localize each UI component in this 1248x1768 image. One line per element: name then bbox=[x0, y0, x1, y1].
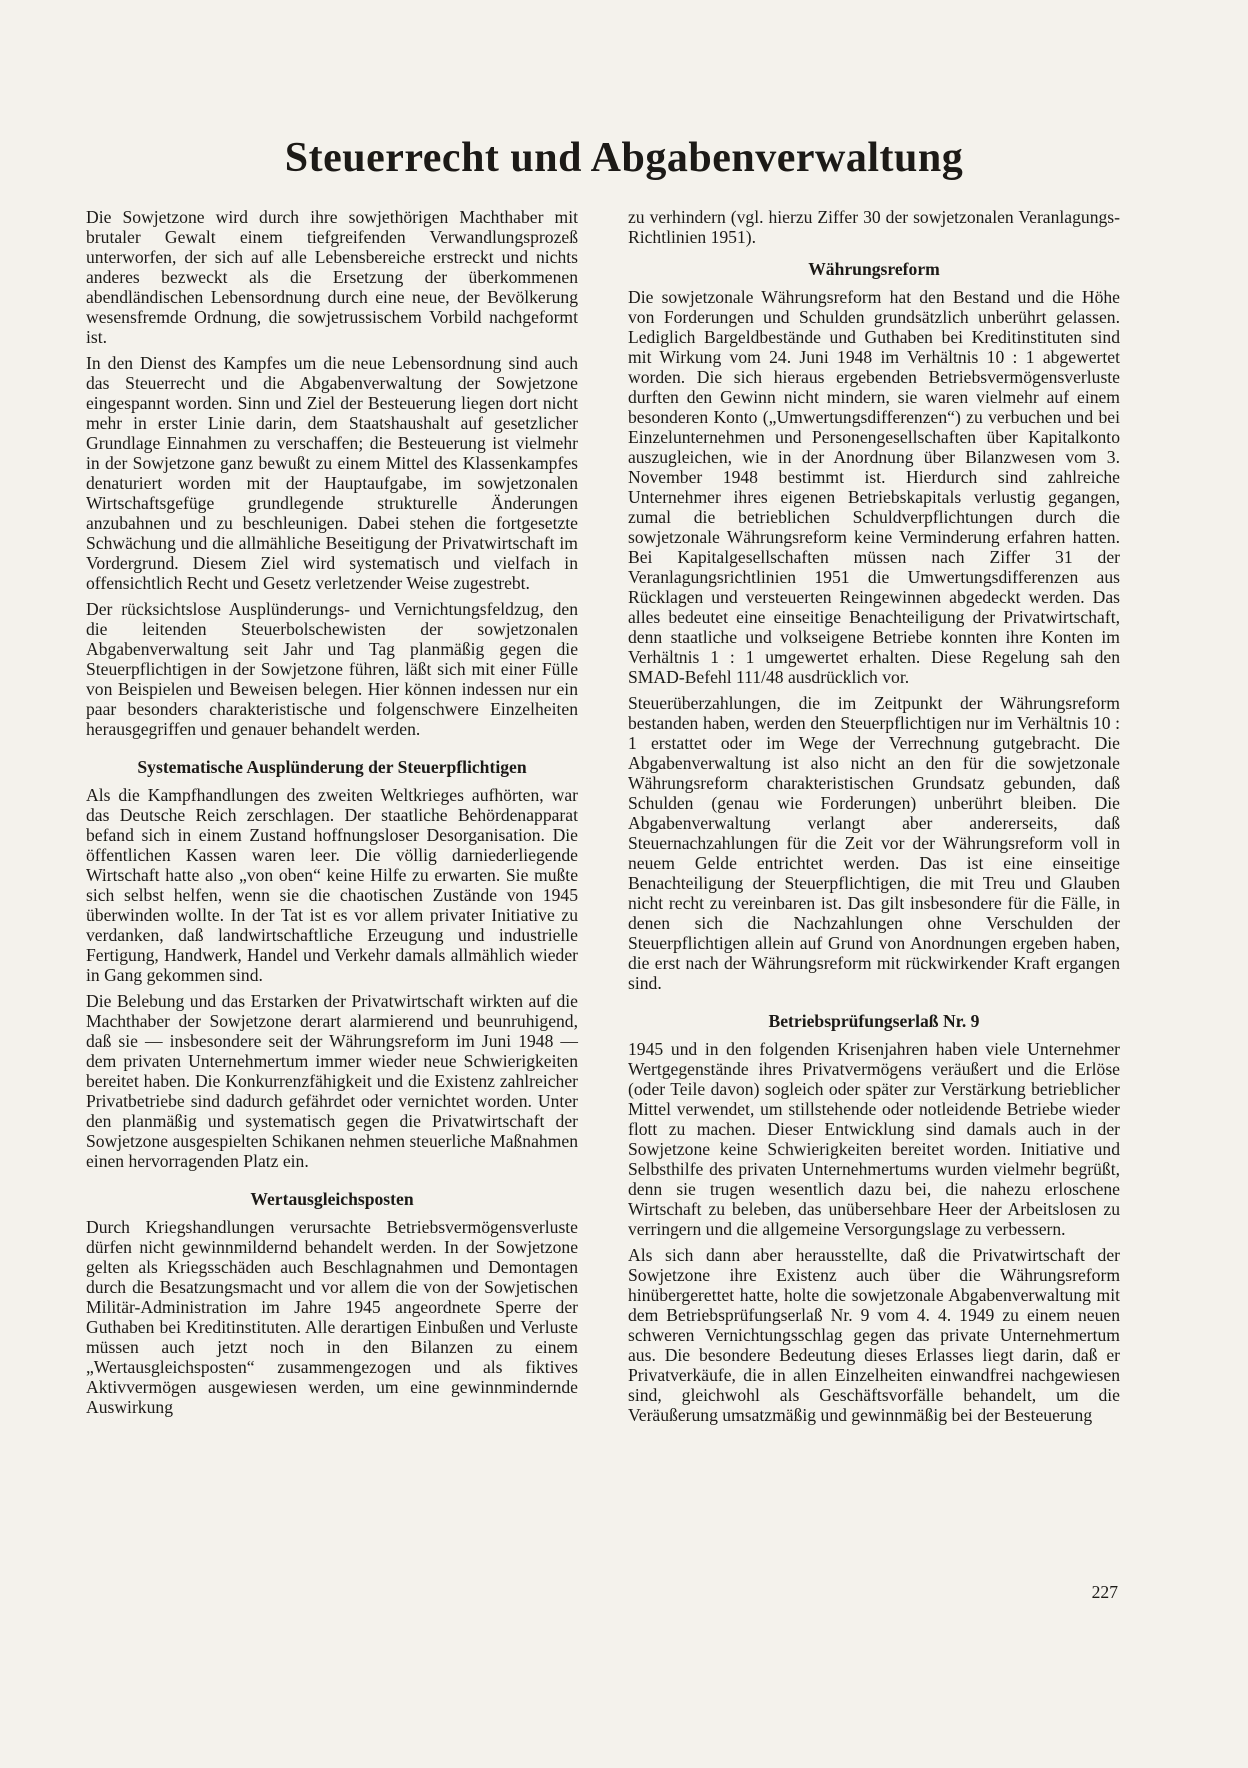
paragraph: Der rücksichtslose Ausplünderungs- und Vernichtungsfeldzug, den die leitenden Steuerbolschewisten der sowjetzonalen Abgabenverwaltung seit Jahr und Tag planmäßig gegen die Steuerpflichtigen in der Sowjetzone führen, läßt sich mit einer Fülle von Beispielen und Beweisen belegen. Hier können indessen nur ein paar besonders charakteristische und folgenschwere Einzelheiten herausgegriffen und genauer behandelt werden. bbox=[86, 599, 578, 739]
paragraph: Als die Kampfhandlungen des zweiten Weltkrieges aufhörten, war das Deutsche Reich zerschlagen. Der staatliche Behördenapparat befand sich in einem Zustand hoffnungsloser Desorganisation. Die öffentlichen Kassen waren leer. Die völlig darniederliegende Wirtschaft hatte also „von oben“ keine Hilfe zu erwarten. Sie mußte sich selbst helfen, wenn sie die chaotischen Zustände von 1945 überwinden wollte. In der Tat ist es vor allem privater Initiative zu verdanken, daß landwirtschaftliche Erzeugung und industrielle Fertigung, Handwerk, Handel und Verkehr damals allmählich wieder in Gang gekommen sind. bbox=[86, 785, 578, 985]
paragraph: zu verhindern (vgl. hierzu Ziffer 30 der sowjetzonalen Veranlagungs-Richtlinien 1951). bbox=[628, 207, 1120, 247]
section-heading: Systematische Ausplünderung der Steuerpflichtigen bbox=[137, 757, 527, 777]
paragraph: Als sich dann aber herausstellte, daß die Privatwirtschaft der Sowjetzone ihre Existenz auch über die Währungsreform hinübergerettet hatte, holte die sowjetzonale Abgabenverwaltung mit dem Betriebsprüfungserlaß Nr. 9 vom 4. 4. 1949 zu einem neuen schweren Vernichtungsschlag gegen das private Unternehmertum aus. Die besondere Bedeutung dieses Erlasses liegt darin, daß er Privatverkäufe, die in allen Einzelheiten einwandfrei nachgewiesen sind, gleichwohl als Geschäftsvorfälle behandelt, um die Veräußerung umsatzmäßig und gewinnmäßig bei der Besteuerung bbox=[628, 1245, 1120, 1425]
paragraph: Die sowjetzonale Währungsreform hat den Bestand und die Höhe von Forderungen und Schulden grundsätzlich unberührt gelassen. Lediglich Bargeldbestände und Guthaben bei Kreditinstituten sind mit Wirkung vom 24. Juni 1948 im Verhältnis 10 : 1 abgewertet worden. Die sich hieraus ergebenden Betriebsvermögensverluste durften den Gewinn nicht mindern, sie waren vielmehr auf einem besonderen Konto („Umwertungsdifferenzen“) zu verbuchen und bei Einzelunternehmen und Personengesellschaften über Kapitalkonto auszugleichen, wie in der Anordnung über Bilanzwesen vom 3. November 1948 bestimmt ist. Hierdurch sind zahlreiche Unternehmer ihres eigenen Betriebskapitals verlustig gegangen, zumal die betrieblichen Schuldverpflichtungen durch die sowjetzonale Währungsreform keine Verminderung erfahren hatten. Bei Kapitalgesellschaften müssen nach Ziffer 31 der Veranlagungsrichtlinien 1951 die Umwertungsdifferenzen aus Rücklagen und versteuerten Reingewinnen abgedeckt werden. Das alles bedeutet eine einseitige Benachteiligung der Privatwirtschaft, denn staatliche und volkseigene Betriebe konnten ihre Konten im Verhältnis 1 : 1 umgewertet erhalten. Diese Regelung sah den SMAD-Befehl 111/48 ausdrücklich vor. bbox=[628, 287, 1120, 687]
paragraph: In den Dienst des Kampfes um die neue Lebensordnung sind auch das Steuerrecht und die Abgabenverwaltung der Sowjetzone eingespannt worden. Sinn und Ziel der Besteuerung liegen dort nicht mehr in erster Linie darin, dem Staatshaushalt auf gesetzlicher Grundlage Einnahmen zu verschaffen; die Besteuerung ist vielmehr in der Sowjetzone ganz bewußt zu einem Mittel des Klassenkampfes denaturiert worden mit der Hauptaufgabe, im sowjetzonalen Wirtschaftsgefüge grundlegende strukturelle Änderungen anzubahnen und zu beschleunigen. Dabei stehen die fortgesetzte Schwächung und die allmähliche Beseitigung der Privatwirtschaft im Vordergrund. Diesem Ziel wird systematisch und vielfach in offensichtlich Recht und Gesetz verletzender Weise zugestrebt. bbox=[86, 353, 578, 593]
page-title: Steuerrecht und Abgabenverwaltung bbox=[284, 135, 964, 181]
paragraph: 1945 und in den folgenden Krisenjahren haben viele Unternehmer Wertgegenstände ihres Privatvermögens veräußert und die Erlöse (oder Teile davon) sogleich oder später zur Verstärkung betrieblicher Mittel verwendet, um stillstehende oder notleidende Betriebe wieder flott zu machen. Dieser Entwicklung sind damals auch in der Sowjetzone keine Schwierigkeiten bereitet worden. Initiative und Selbsthilfe des privaten Unternehmertums wurden vielmehr begrüßt, denn sie trugen wesentlich dazu bei, die nahezu erloschene Wirtschaft zu beleben, das unübersehbare Heer der Arbeitslosen zu verringern und die allgemeine Versorgungslage zu verbessern. bbox=[628, 1039, 1120, 1239]
paragraph: Die Belebung und das Erstarken der Privatwirtschaft wirkten auf die Machthaber der Sowjetzone derart alarmierend und beunruhigend, daß sie — insbesondere seit der Währungsreform im Juni 1948 — dem privaten Unternehmertum immer wieder neue Schwierigkeiten bereitet haben. Die Konkurrenzfähigkeit und die Existenz zahlreicher Privatbetriebe sind dadurch gefährdet oder vernichtet worden. Unter den planmäßig und systematisch gegen die Privatwirtschaft der Sowjetzone ausgespielten Schikanen nehmen steuerliche Maßnahmen einen hervorragenden Platz ein. bbox=[86, 991, 578, 1171]
left-column bbox=[86, 207, 578, 1423]
paragraph: Durch Kriegshandlungen verursachte Betriebsvermögensverluste dürfen nicht gewinnmildernd behandelt werden. In der Sowjetzone gelten als Kriegsschäden auch Beschlagnahmen und Demontagen durch die Besatzungsmacht und vor allem die von der Sowjetischen Militär-Administration im Jahre 1945 angeordnete Sperre der Guthaben bei Kreditinstituten. Alle derartigen Einbußen und Verluste müssen auch jetzt noch in den Bilanzen zu einem „Wertausgleichsposten“ zusammengezogen und als fiktives Aktivvermögen ausgewiesen werden, um eine gewinnmindernde Auswirkung bbox=[86, 1217, 578, 1417]
paragraph: Die Sowjetzone wird durch ihre sowjethörigen Machthaber mit brutaler Gewalt einem tiefgreifenden Verwandlungsprozeß unterworfen, der sich auf alle Lebensbereiche erstreckt und nichts anderes bezweckt als die Ersetzung der überkommenen abendländischen Lebensordnung durch eine neue, der Bevölkerung wesensfremde Ordnung, die sowjetrussischem Vorbild nachgeformt ist. bbox=[86, 207, 578, 347]
section-heading: Betriebsprüfungserlaß Nr. 9 bbox=[768, 1011, 980, 1031]
section-heading: Währungsreform bbox=[808, 259, 940, 279]
paragraph: Steuerüberzahlungen, die im Zeitpunkt der Währungsreform bestanden haben, werden den Steuerpflichtigen nur im Verhältnis 10 : 1 erstattet oder im Wege der Verrechnung gutgebracht. Die Abgabenverwaltung ist also nicht an den für die sowjetzonale Währungsreform charakteristischen Grundsatz gebunden, daß Schulden (genau wie Forderungen) unberührt bleiben. Die Abgabenverwaltung verlangt aber andererseits, daß Steuernachzahlungen für die Zeit vor der Währungsreform voll in neuem Gelde entrichtet werden. Das ist eine einseitige Benachteiligung der Steuerpflichtigen, die mit Treu und Glauben nicht recht zu vereinbaren ist. Das gilt insbesondere für die Fälle, in denen sich die Nachzahlungen ohne Verschulden der Steuerpflichtigen allein auf Grund von Anordnungen ergeben haben, die erst nach der Währungsreform mit rückwirkender Kraft ergangen sind. bbox=[628, 693, 1120, 993]
page-number: 227 bbox=[1091, 1582, 1118, 1602]
section-heading: Wertausgleichsposten bbox=[250, 1189, 414, 1209]
right-column bbox=[628, 207, 1120, 1431]
